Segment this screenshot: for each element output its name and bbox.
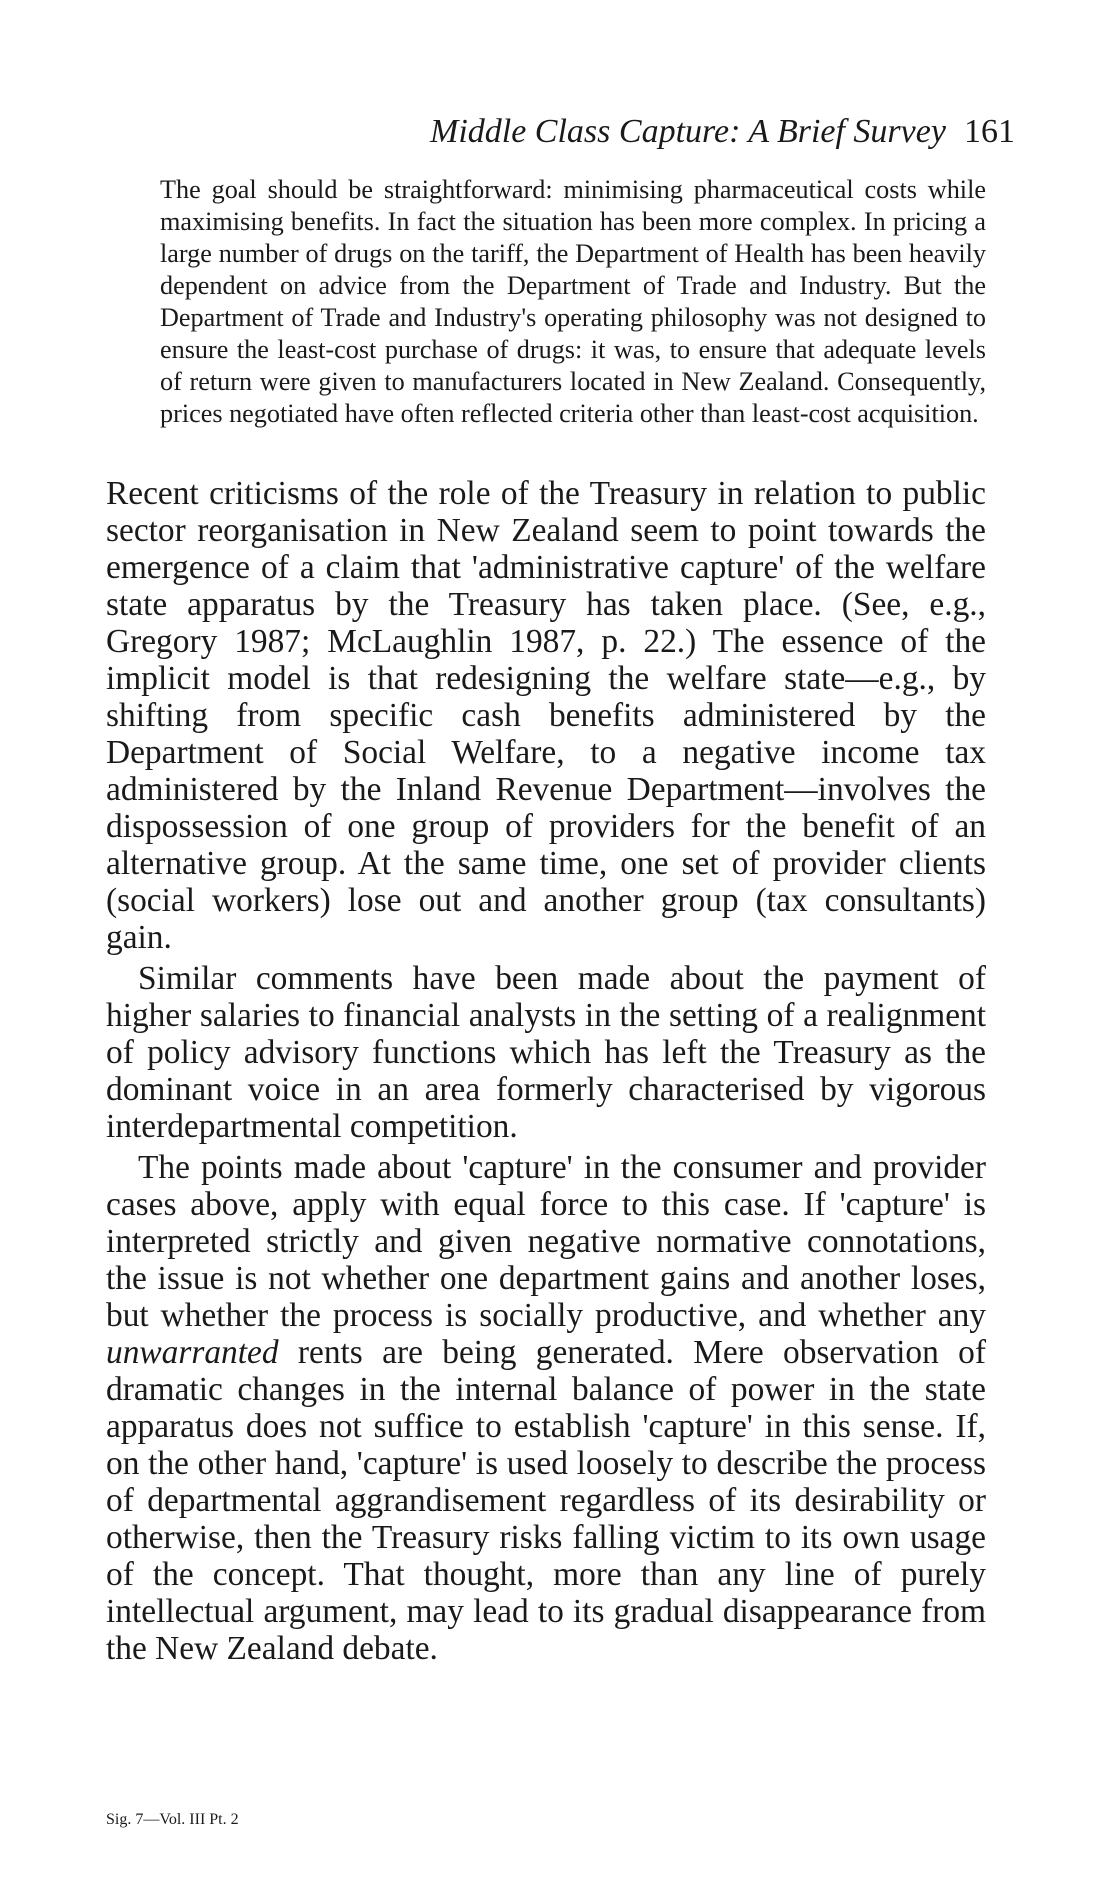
paragraph-text-after-emphasis: rents are being generated. Mere observation of dramatic changes in the internal balance of power in the state apparatus does not suffice to establish 'capture' in this sense. If, on the other hand, 'capture' is used loosely to describe the process of departmental aggrandisement regardless of its desirability or otherwise, then the Treasury risks falling victim to its own usage of the concept. That thought, more than any line of purely intellectual argument, may lead to its gradual disappearance from the New Zealand debate. <box>106 1334 986 1667</box>
paragraph-capture-interpretation <box>106 1149 986 1667</box>
signature-mark: Sig. 7—Vol. III Pt. 2 <box>106 1811 239 1828</box>
paragraph-administrative-capture: Recent criticisms of the role of the Treasury in relation to public sector reorganisation in New Zealand seem to point towards the emergence of a claim that 'administrative capture' of the welfare state apparatus by the Treasury has taken place. (See, e.g., Gregory 1987; McLaughlin 1987, p. 22.) The essence of the implicit model is that redesigning the welfare state—e.g., by shifting from specific cash benefits administered by the Department of Social Welfare, to a negative income tax administered by the Inland Revenue Department—involves the dispossession of one group of providers for the benefit of an alternative group. At the same time, one set of provider clients (social workers) lose out and another group (tax consultants) gain. <box>106 475 986 956</box>
running-title: Middle Class Capture: A Brief Survey <box>430 113 946 150</box>
page-number: 161 <box>963 113 1015 150</box>
emphasis-unwarranted: unwarranted <box>106 1334 279 1371</box>
block-quote: The goal should be straightforward: minimising pharmaceutical costs while maximising benefits. In fact the situation has been more complex. In pricing a large number of drugs on the tariff, the Department of Health has been heavily dependent on advice from the Department of Trade and Industry. But the Department of Trade and Industry's operating philosophy was not designed to ensure the least-cost purchase of drugs: it was, to ensure that adequate levels of return were given to manufacturers located in New Zealand. Consequently, prices negotiated have often reflected criteria other than least-cost acquisition. <box>160 175 986 428</box>
paragraph-text-before-emphasis: The points made about 'capture' in the consumer and provider cases above, apply with equal force to this case. If 'capture' is interpreted strictly and given negative normative connotations, the issue is not whether one department gains and another loses, but whether the process is socially productive, and whether any <box>106 1149 986 1334</box>
body-text <box>106 475 986 1671</box>
running-head <box>430 112 1015 152</box>
paragraph-financial-analysts: Similar comments have been made about the payment of higher salaries to financial analysts in the setting of a realignment of policy advisory functions which has left the Treasury as the dominant voice in an area formerly characterised by vigorous interdepartmental competition. <box>106 960 986 1145</box>
